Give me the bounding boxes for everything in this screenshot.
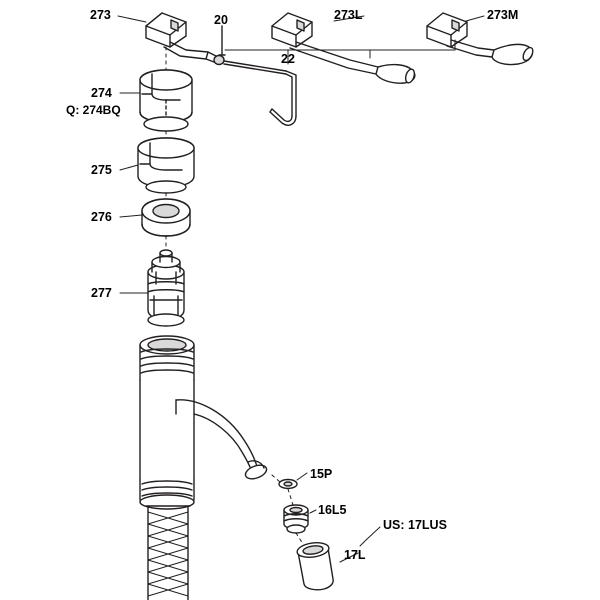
- label-22: 22: [281, 52, 295, 66]
- part-276-retaining-nut: [142, 199, 190, 236]
- part-16l5-insert: [284, 505, 308, 533]
- label-20: 20: [214, 13, 228, 27]
- part-277-cartridge: [148, 250, 184, 326]
- label-275: 275: [91, 163, 112, 177]
- part-273m-handle-lever-right: [427, 13, 535, 65]
- label-276: 276: [91, 210, 112, 224]
- label-274: 274: [91, 86, 112, 100]
- part-15p-washer: [279, 480, 297, 489]
- part-22-allen-key: [224, 61, 296, 125]
- label-17lus: US: 17LUS: [383, 518, 447, 532]
- label-273m: 273M: [487, 8, 519, 22]
- part-spout-body: [140, 336, 268, 600]
- part-275-handle-collar: [138, 138, 194, 193]
- label-16l5: 16L5: [318, 503, 347, 517]
- label-17l: 17L: [344, 548, 366, 562]
- label-273l: 273L: [334, 8, 363, 22]
- label-273: 273: [90, 8, 111, 22]
- part-273-handle-lever-left: [146, 13, 224, 65]
- part-273l-handle-lever-center: [272, 13, 416, 84]
- label-277: 277: [91, 286, 112, 300]
- part-17l-aerator-housing: [296, 541, 333, 590]
- part-20-set-screw: [219, 26, 225, 55]
- part-274-handle-cap: [140, 70, 192, 131]
- label-274bq: Q: 274BQ: [66, 103, 121, 117]
- label-15p: 15P: [310, 467, 333, 481]
